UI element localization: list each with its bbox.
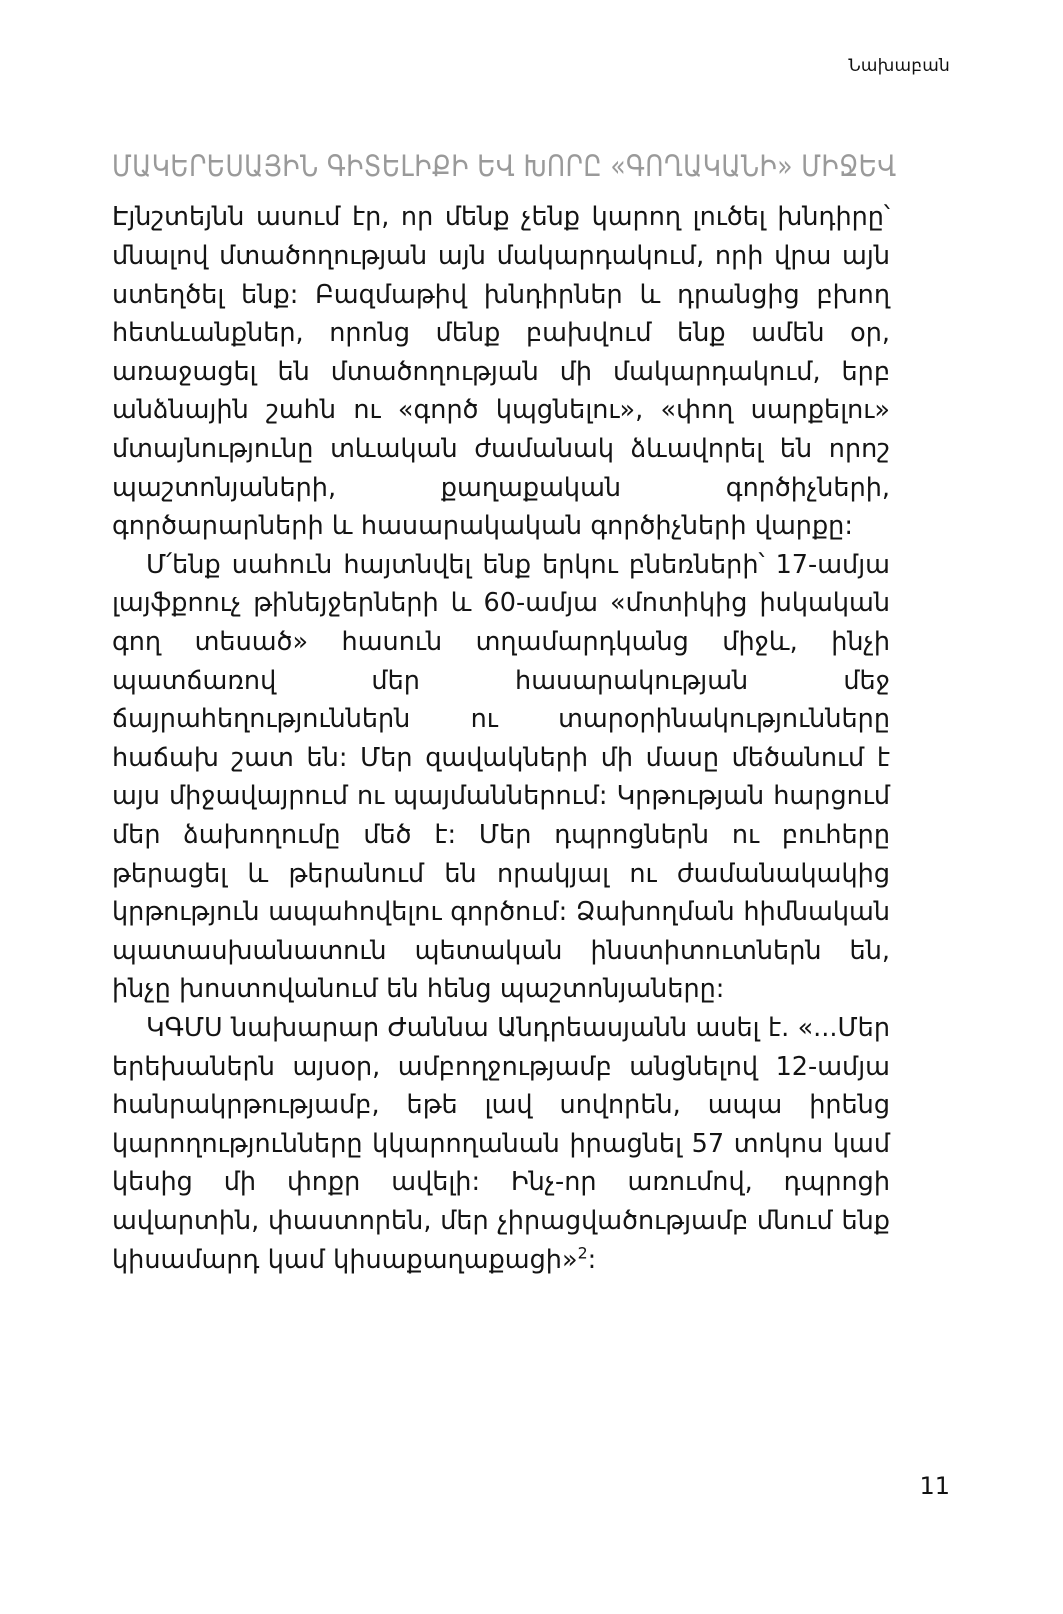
- footnote-reference-2[interactable]: 2: [577, 1243, 588, 1262]
- page-number: 11: [919, 1472, 950, 1500]
- paragraph-3-text: ԿԳՄՍ նախարար Ժաննա Անդրեասյանն ասել է. «...Մեր երեխաներն այսօր, ամբողջությամբ անցնելով 12-ամյա հանրակրթությամբ, եթե լավ սովորեն, ապա իրենց կարողությունները կկարողանան իրացնել 57 տոկոս կամ կեսից մի փոքր ավելի: Ինչ-որ առումով, դպրոցի ավարտին, փաստորեն, մեր չիրացվածությամբ մնում ենք կիսամարդ կամ կիսաքաղաքացի»: [112, 1012, 890, 1275]
- running-head: Նախաբան: [848, 56, 950, 76]
- page-content: [112, 149, 897, 1279]
- paragraph-3-tail: :: [587, 1244, 597, 1275]
- paragraph-3: [112, 1009, 890, 1279]
- paragraph-2: Մ՛ենք սահուն հայտնվել ենք երկու բնեռների՝ 17-ամյա լայֆքոուչ թինեյջերների և 60-ամյա «մոտիկից իսկական գող տեսած» հասուն տղամարդկանց միջև, ինչի պատճառով մեր հասարակության մեջ ճայրահեղություններն ու տարօրինակությունները հաճախ շատ են: Մեր զավակների մի մասը մեծանում է այս միջավայրում ու պայմաններում: Կրթության հարցում մեր ձախողումը մեծ է: Մեր դպրոցներն ու բուհերը թերացել և թերանում են որակյալ ու ժամանակակից կրթություն ապահովելու գործում: Ձախողման հիմնական պատասխանատուն պետական ինստիտուտներն են, ինչը խոստովանում են հենց պաշտոնյաները:: [112, 549, 890, 1005]
- section-title: ՄԱԿԵՐԵՍԱՅԻՆ ԳԻՏԵԼԻՔԻ ԵՎ ԽՈՐԸ «ԳՈՂԱԿԱՆԻ» ՄԻՋԵՎ: [112, 149, 897, 183]
- paragraph-1: Էյնշտեյնն ասում էր, որ մենք չենք կարող լուծել խնդիրը՝ մնալով մտածողության այն մակարդակում, որի վրա այն ստեղծել ենք: Բազմաթիվ խնդիրներ և դրանցից բխող հետևանքներ, որոնց մենք բախվում ենք ամեն օր, առաջացել են մտածողության մի մակարդակում, երբ անձնային շահն ու «գործ կպցնելու», «փող սարքելու» մտայնությունը տևական ժամանակ ձևավորել են որոշ պաշտոնյաների, քաղաքական գործիչների, գործարարների և հասարակական գործիչների վարքը:: [112, 202, 890, 542]
